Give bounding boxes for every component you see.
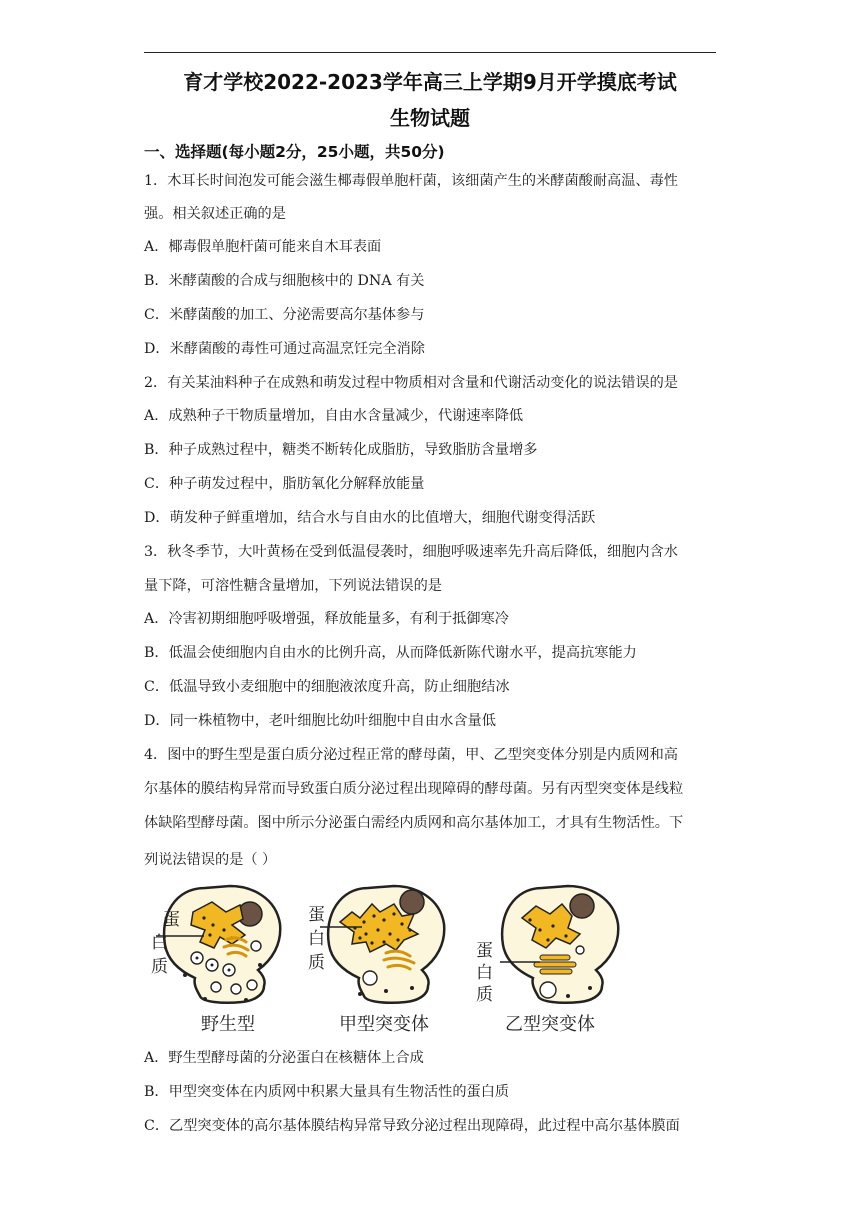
- wild-type-protein-label-2: 白: [151, 933, 168, 953]
- yeast-cells-figure: [0, 880, 860, 1040]
- type-b-mutant-cell: [500, 886, 618, 1003]
- q1-option-a: A．椰毒假单胞杆菌可能来自木耳表面: [144, 239, 382, 255]
- q1-stem-line-2: 强。相关叙述正确的是: [144, 206, 286, 222]
- q4-option-b: B．甲型突变体在内质网中积累大量具有生物活性的蛋白质: [144, 1084, 510, 1100]
- q1-option-d: D．米酵菌酸的毒性可通过高温烹饪完全消除: [144, 341, 425, 357]
- type-b-protein-label-1: 蛋: [476, 941, 493, 961]
- type-b-protein-label-3: 质: [476, 985, 493, 1005]
- q3-option-b: B．低温会使细胞内自由水的比例升高，从而降低新陈代谢水平，提高抗寒能力: [144, 645, 637, 661]
- type-a-mutant-cell: [320, 886, 444, 1003]
- section-heading: 一、选择题(每小题2分，25小题，共50分): [144, 143, 445, 161]
- q2-option-d: D．萌发种子鲜重增加，结合水与自由水的比值增大，细胞代谢变得活跃: [144, 510, 596, 526]
- q3-stem-line-1: 3．秋冬季节，大叶黄杨在受到低温侵袭时，细胞呼吸速率先升高后降低，细胞内含水: [144, 544, 678, 560]
- q3-option-a: A．冷害初期细胞呼吸增强，释放能量多，有利于抵御寒冷: [144, 611, 509, 627]
- q2-option-c: C．种子萌发过程中，脂肪氧化分解释放能量: [144, 476, 425, 492]
- type-b-caption: 乙型突变体: [505, 1014, 595, 1035]
- q4-stem-line-1: 4．图中的野生型是蛋白质分泌过程正常的酵母菌，甲、乙型突变体分别是内质网和高: [144, 747, 678, 763]
- q4-stem-line-3: 体缺陷型酵母菌。图中所示分泌蛋白需经内质网和高尔基体加工，才具有生物活性。下: [144, 815, 684, 831]
- type-a-protein-label-3: 质: [308, 953, 325, 973]
- q1-stem-line-1: 1．木耳长时间泡发可能会滋生椰毒假单胞杆菌，该细菌产生的米酵菌酸耐高温、毒性: [144, 173, 678, 189]
- wild-type-protein-label-3: 质: [151, 957, 168, 977]
- q1-option-b: B．米酵菌酸的合成与细胞核中的 DNA 有关: [144, 273, 425, 289]
- q2-option-a: A．成熟种子干物质量增加，自由水含量减少，代谢速率降低: [144, 408, 524, 424]
- type-a-protein-label-1: 蛋: [308, 905, 325, 925]
- q3-stem-line-2: 量下降，可溶性糖含量增加，下列说法错误的是: [144, 578, 442, 594]
- type-a-caption: 甲型突变体: [339, 1014, 429, 1035]
- q4-stem-line-2: 尔基体的膜结构异常而导致蛋白质分泌过程出现障碍的酵母菌。另有丙型突变体是线粒: [144, 781, 684, 797]
- q2-option-b: B．种子成熟过程中，糖类不断转化成脂肪，导致脂肪含量增多: [144, 442, 538, 458]
- q4-stem-line-4: 列说法错误的是（ ）: [144, 852, 277, 868]
- q3-option-d: D．同一株植物中，老叶细胞比幼叶细胞中自由水含量低: [144, 713, 496, 729]
- wild-type-protein-label-1: 蛋: [163, 910, 180, 930]
- q2-stem-line-1: 2．有关某油料种子在成熟和萌发过程中物质相对含量和代谢活动变化的说法错误的是: [144, 375, 678, 391]
- exam-subtitle: 生物试题: [390, 106, 470, 130]
- wild-type-caption: 野生型: [201, 1014, 255, 1035]
- q3-option-c: C．低温导致小麦细胞中的细胞液浓度升高，防止细胞结冰: [144, 679, 510, 695]
- type-a-protein-label-2: 白: [308, 929, 325, 949]
- header-rule: [144, 52, 716, 53]
- q1-option-c: C．米酵菌酸的加工、分泌需要高尔基体参与: [144, 307, 425, 323]
- wild-type-cell: [156, 886, 280, 1003]
- type-b-protein-label-2: 白: [476, 963, 493, 983]
- q4-option-c: C．乙型突变体的高尔基体膜结构异常导致分泌过程出现障碍，此过程中高尔基体膜面: [144, 1118, 680, 1134]
- exam-title: 育才学校2022-2023学年高三上学期9月开学摸底考试: [183, 70, 677, 94]
- q4-option-a: A．野生型酵母菌的分泌蛋白在核糖体上合成: [144, 1050, 424, 1066]
